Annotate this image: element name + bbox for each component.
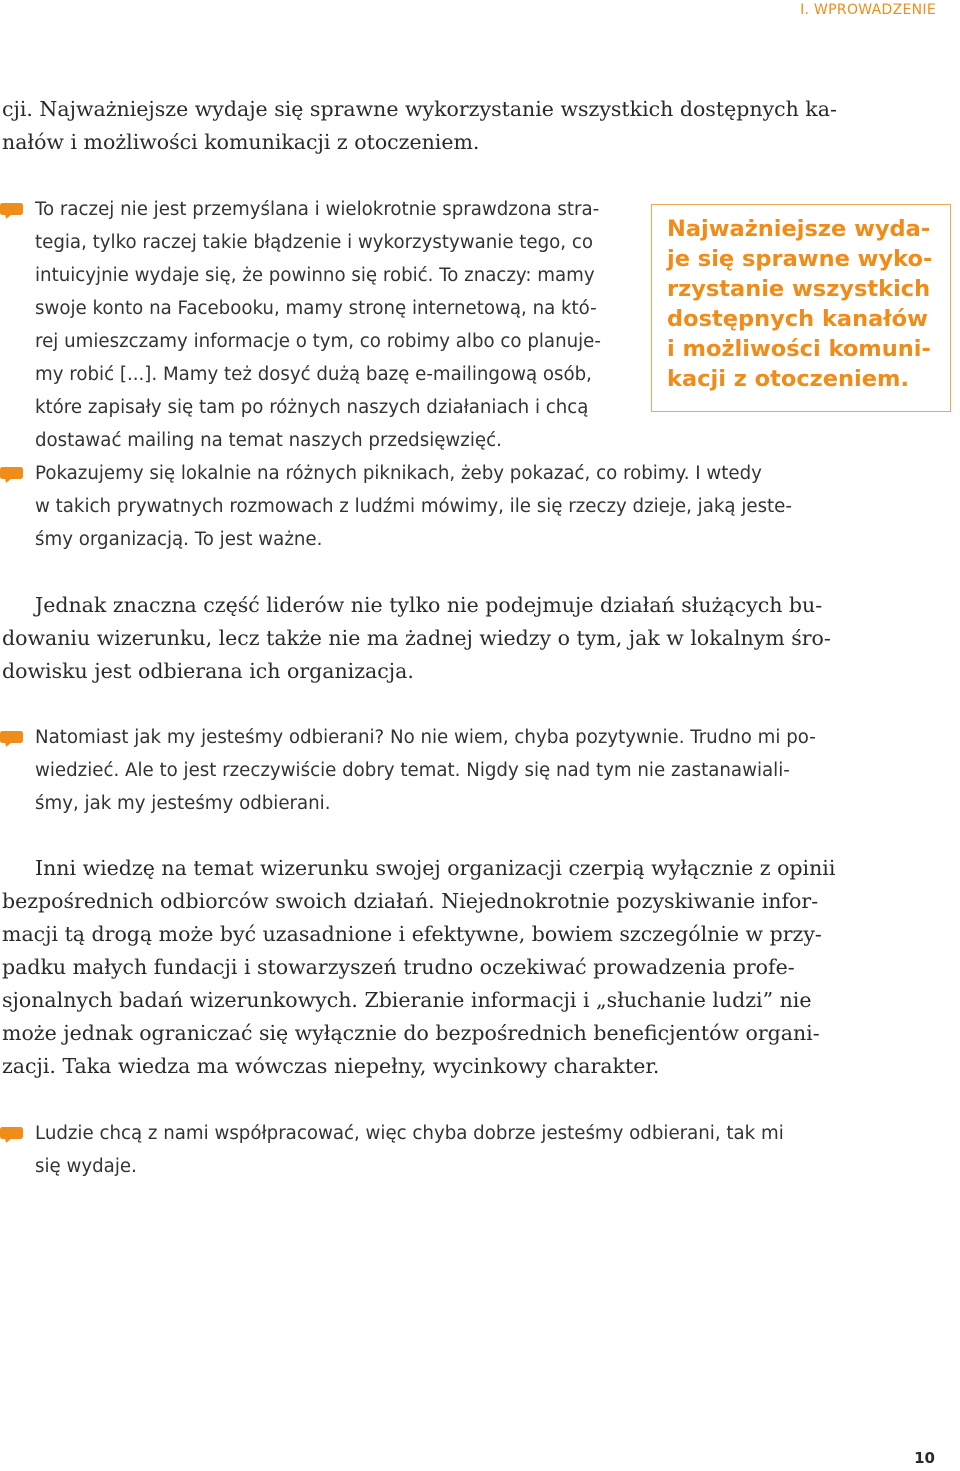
quote-line: dostawać mailing na temat naszych przedsięwzięć. xyxy=(35,430,502,451)
pull-quote-line: dostępnych kanałów xyxy=(667,306,928,332)
paragraph-line: może jednak ograniczać się wyłącznie do bezpośrednich beneficjentów organi- xyxy=(2,1021,820,1045)
body-paragraph-1 xyxy=(2,93,837,159)
pull-quote-box xyxy=(651,204,951,412)
paragraph-line: padku małych fundacji i stowarzyszeń trudno oczekiwać prowadzenia profe- xyxy=(2,955,795,979)
quote-line: intuicyjnie wydaje się, że powinno się robić. To znaczy: mamy xyxy=(35,265,595,286)
body-paragraph-3 xyxy=(2,852,835,1083)
quote-line: w takich prywatnych rozmowach z ludźmi mówimy, ile się rzeczy dzieje, jaką jeste- xyxy=(35,496,792,517)
paragraph-line: sjonalnych badań wizerunkowych. Zbieranie informacji i „słuchanie ludzi” nie xyxy=(2,988,812,1012)
interview-quote-4 xyxy=(0,1117,784,1183)
interview-quote-2 xyxy=(0,457,792,556)
paragraph-line: dowaniu wizerunku, lecz także nie ma żadnej wiedzy o tym, jak w lokalnym śro- xyxy=(2,626,831,650)
page-number: 10 xyxy=(914,1449,935,1467)
paragraph-line: zacji. Taka wiedza ma wówczas niepełny, wycinkowy charakter. xyxy=(2,1054,660,1078)
quote-line: Natomiast jak my jesteśmy odbierani? No nie wiem, chyba pozytywnie. Trudno mi po- xyxy=(35,727,816,748)
quote-line: Ludzie chcą z nami współpracować, więc chyba dobrze jesteśmy odbierani, tak mi xyxy=(35,1123,784,1144)
pull-quote-line: rzystanie wszystkich xyxy=(667,276,931,302)
quote-line: które zapisały się tam po różnych naszych działaniach i chcą xyxy=(35,397,589,418)
quote-line: rej umieszczamy informacje o tym, co robimy albo co planuje- xyxy=(35,331,601,352)
quote-line: się wydaje. xyxy=(35,1156,137,1177)
quote-line: wiedzieć. Ale to jest rzeczywiście dobry temat. Nigdy się nad tym nie zastanawiali- xyxy=(35,760,790,781)
paragraph-line: Jednak znaczna część liderów nie tylko nie podejmuje działań służących bu- xyxy=(35,593,823,617)
quote-line: tegia, tylko raczej takie błądzenie i wykorzystywanie tego, co xyxy=(35,232,593,253)
pull-quote-line: Najważniejsze wyda- xyxy=(667,216,931,242)
quote-line: To raczej nie jest przemyślana i wielokrotnie sprawdzona stra- xyxy=(35,199,600,220)
paragraph-line: cji. Najważniejsze wydaje się sprawne wykorzystanie wszystkich dostępnych ka- xyxy=(2,97,837,121)
quote-line: śmy organizacją. To jest ważne. xyxy=(35,529,323,550)
pull-quote-line: kacji z otoczeniem. xyxy=(667,366,910,392)
pull-quote-line: i możliwości komuni- xyxy=(667,336,931,362)
quote-line: śmy, jak my jesteśmy odbierani. xyxy=(35,793,331,814)
interview-quote-1 xyxy=(0,193,601,457)
quote-line: swoje konto na Facebooku, mamy stronę internetową, na któ- xyxy=(35,298,597,319)
paragraph-line: dowisku jest odbierana ich organizacja. xyxy=(2,659,414,683)
quote-line: Pokazujemy się lokalnie na różnych piknikach, żeby pokazać, co robimy. I wtedy xyxy=(35,463,762,484)
section-header: I. WPROWADZENIE xyxy=(800,2,936,18)
paragraph-line: macji tą drogą może być uzasadnione i efektywne, bowiem szczególnie w przy- xyxy=(2,922,822,946)
paragraph-line: bezpośrednich odbiorców swoich działań. Niejednokrotnie pozyskiwanie infor- xyxy=(2,889,819,913)
pull-quote-line: je się sprawne wyko- xyxy=(667,246,933,272)
body-paragraph-2 xyxy=(2,589,831,688)
quote-line: my robić [...]. Mamy też dosyć dużą bazę e-mailingową osób, xyxy=(35,364,592,385)
paragraph-line: Inni wiedzę na temat wizerunku swojej organizacji czerpią wyłącznie z opinii xyxy=(35,856,836,880)
paragraph-line: nałów i możliwości komunikacji z otoczeniem. xyxy=(2,130,480,154)
interview-quote-3 xyxy=(0,721,816,820)
